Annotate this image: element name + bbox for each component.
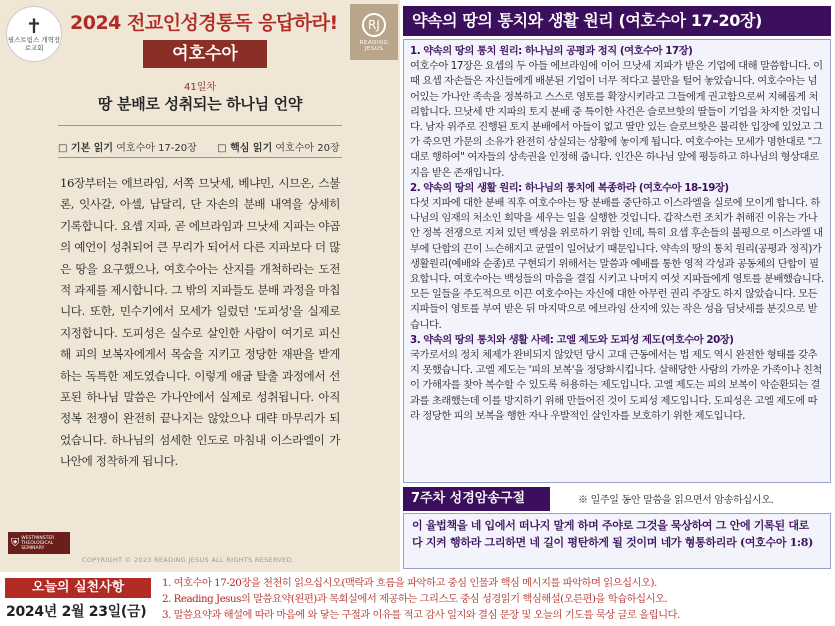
- seminary-name: WESTMINSTER THEOLOGICAL SEMINARY: [21, 535, 55, 551]
- commentary-box: [403, 39, 831, 483]
- reading-jesus-text: READING JESUS: [359, 39, 389, 52]
- section-heading: 1. 약속의 땅의 통치 원리: 하나님의 공평과 정직 (여호수아 17장): [410, 45, 693, 57]
- today-practice-label: 오늘의 실천사항: [5, 578, 151, 598]
- reading-assignments: [58, 139, 340, 154]
- summary-body: 16장부터는 에브라임, 서쪽 므낫세, 베냐민, 시므온, 스불론, 잇사갈, 아셀, 납달리, 단 자손의 분배 내역을 상세히 기록합니다. 요셉 지파, 곧 에브라임과 므낫세 지파는 야곱의 예언이 성취되어 큰 무리가 되어서 다른 지파보다 더 많은 땅을 요구했으나, 여호수아는 산지를 개척하라는 도전적 과제를 제시합니다. 그 밖의 지파들도 분배 과정을 마칩니다. 또한, 민수기에서 모세가 일렀던 '도피성'을 실제로 지정합니다. 도피성은 실수로 살인한 사람이 여기로 피신해 피의 보복자에게서 목숨을 지키고 정당한 재판을 받게 하는 독특한 제도였습니다. 이렇게 애굽 탈출 과정에서 선포된 하나님 말씀은 가나안에서 실제로 성취됩니다. 아직 정복 전쟁이 완전히 끝나지는 않았으나 대략 마무리가 되었습니다. 하나님의 섬세한 인도로 마침내 이스라엘이 가나안에 정착하게 됩니다.: [60, 176, 340, 469]
- page-subtitle: 땅 분배로 성취되는 하나님 언약: [97, 95, 303, 113]
- section-text: 다섯 지파에 대한 분배 직후 여호수아는 땅 분배를 중단하고 이스라엘을 실로에 모이게 합니다. 하나님의 임재의 처소인 회막을 세우는 일을 실행한 것입니다. 갑작스런 조치가 취해진 이유는 가나안 정복 전쟁으로 지쳐 있던 백성을 위로하기 위함 인데, 특히 요셉 후손들의 불평으로 이스라엘 내부에 단합의 끈이 느슨해지고 균열이 일어났기 때문입니다. 약속의 땅의 통치 원리(공평과 정직)가 생활원리(예배와 순종)로 구현되기 위해서는 말씀과 예배를 통한 영적 각성과 공동체의 단합이 필요합니다. 여호수아는 백성들의 마음을 결집 시키고 나머지 여섯 지파들에게 영토를 분배했습니다. 모든 일들을 주도적으로 이끈 여호수아는 자신에 대한 아무런 권리 주장도 하지 않았습니다. 모든 지파들이 영토를 부여 받은 뒤 마지막으로 에브라임 산지에 있는 작은 성읍 딤낫세를 분깃으로 받습니다.: [410, 197, 824, 331]
- basic-reading-label: □ 기본 읽기: [58, 143, 114, 154]
- practice-step: 3. 말씀요약과 해설에 따라 마음에 와 닿는 구절과 이유를 적고 감사 일지와 결심 문장 및 오늘의 기도를 묵상 글로 올립니다.: [162, 608, 680, 621]
- practice-step: 2. Reading Jesus의 말씀요약(왼편)과 목회실에서 제공하는 그리스도 중심 성경읽기 핵심해설(오른편)을 학습하십시오.: [162, 592, 668, 605]
- memory-verse-note: ※ 일주일 동안 말씀을 읽으면서 암송하십시오.: [578, 495, 774, 506]
- church-name: 필스트림스 개혁장로교회: [7, 36, 61, 52]
- core-reading-label: □ 핵심 읽기: [217, 143, 273, 154]
- rj-ring-icon: RJ: [362, 13, 386, 37]
- book-badge: 여호수아: [143, 40, 267, 68]
- seminary-logo: [8, 532, 70, 554]
- commentary-title: 약속의 땅의 통치와 생활 원리 (여호수아 17-20장): [403, 6, 831, 36]
- memory-verse-heading: 7주차 성경암송구절: [403, 487, 550, 511]
- divider: [58, 125, 342, 126]
- section-3: [410, 333, 824, 424]
- basic-reading-value: 여호수아 17-20장: [116, 143, 197, 154]
- section-1: [410, 44, 824, 181]
- church-logo: [6, 6, 62, 62]
- practice-steps: [162, 576, 680, 623]
- divider: [58, 157, 342, 158]
- section-heading: 2. 약속의 땅의 생활 원리: 하나님의 통치에 복종하라 (여호수아 18-19장): [410, 181, 729, 194]
- section-text: 여호수아 17장은 요셉의 두 아들 에브라임에 이어 므낫세 지파가 받은 기업에 대해 말씀합니다. 이때 요셉 자손들은 자신들에게 배분된 기업이 너무 적다고 불만을 털어 놓았습니다. 여호수아는 넘어있는 가나안 족속을 정복하고 스스로 영토를 확장시키라고 그들에게 권고함으로써 지혜롭게 처리합니다. 므낫세 반 지파의 토지 분배 중 특이한 사건은 슬로브핫의 딸들이 기업을 차지한 것입니다. 남자 위주로 진행된 토지 분배에서 아들이 없고 딸만 있는 슬로브핫은 불리한 입장에 있었고 그가 죽으면 가문의 소유가 완전히 상실되는 상황에 놓이게 됩니다. 여호수아는 모세가 명한대로 "그대로 행하여" 여자들의 상속권을 인정해 줍니다. 인간은 하나님 앞에 평등하고 하나님의 형상대로 지음 받은 존재입니다.: [410, 60, 823, 179]
- church-cross-icon: ✝: [25, 14, 43, 38]
- day-number: 41일차: [183, 82, 217, 93]
- section-heading: 3. 약속의 땅의 통치와 생활 사례: 고엘 제도와 도피성 제도(여호수아 20장): [410, 333, 734, 346]
- section-2: [410, 181, 824, 333]
- reading-card: [0, 0, 400, 572]
- date: 2024년 2월 23일(금): [6, 604, 147, 620]
- reading-jesus-logo: [350, 4, 398, 60]
- memory-verse: 이 율법책을 네 입에서 떠나지 말게 하며 주야로 그것을 묵상하여 그 안에 기록된 대로 다 지켜 행하라 그리하면 네 길이 평탄하게 될 것이며 네가 형통하리라 (여호수아 1:8): [403, 513, 831, 569]
- main-title: 2024 전교인성경통독 응답하라!: [70, 12, 338, 34]
- practice-step: 1. 여호수아 17-20장을 천천히 읽으십시오(맥락과 흐름을 파악하고 중심 인물과 핵심 메시지를 파악하며 읽으십시오).: [162, 577, 657, 589]
- section-text: 국가로서의 정치 체제가 완비되지 않았던 당시 고대 근동에서는 법 제도 역시 완전한 형태를 갖추지 못했습니다. 고엘 제도는 '피의 보복'을 정당화시킵니다. 살해당한 사람의 가까운 가족이나 친척이 가해자를 찾아 복수할 수 있도록 허용하는 제도입니다. 고엘 제도는 피의 보복이 악순환되는 결과를 초래했는데 이를 방지하기 위해 만들어진 것이 도피성 제도입니다. 도피성은 고엘 제도에 따라 정당한 피의 보복을 행한 자나 우발적인 살인자를 보호하기 위한 제도입니다.: [410, 349, 822, 422]
- core-reading-value: 여호수아 20장: [275, 143, 340, 154]
- copyright: COPYRIGHT © 2023 READING JESUS ALL RIGHTS RESERVED.: [82, 556, 295, 564]
- shield-icon: ⛨: [11, 536, 20, 549]
